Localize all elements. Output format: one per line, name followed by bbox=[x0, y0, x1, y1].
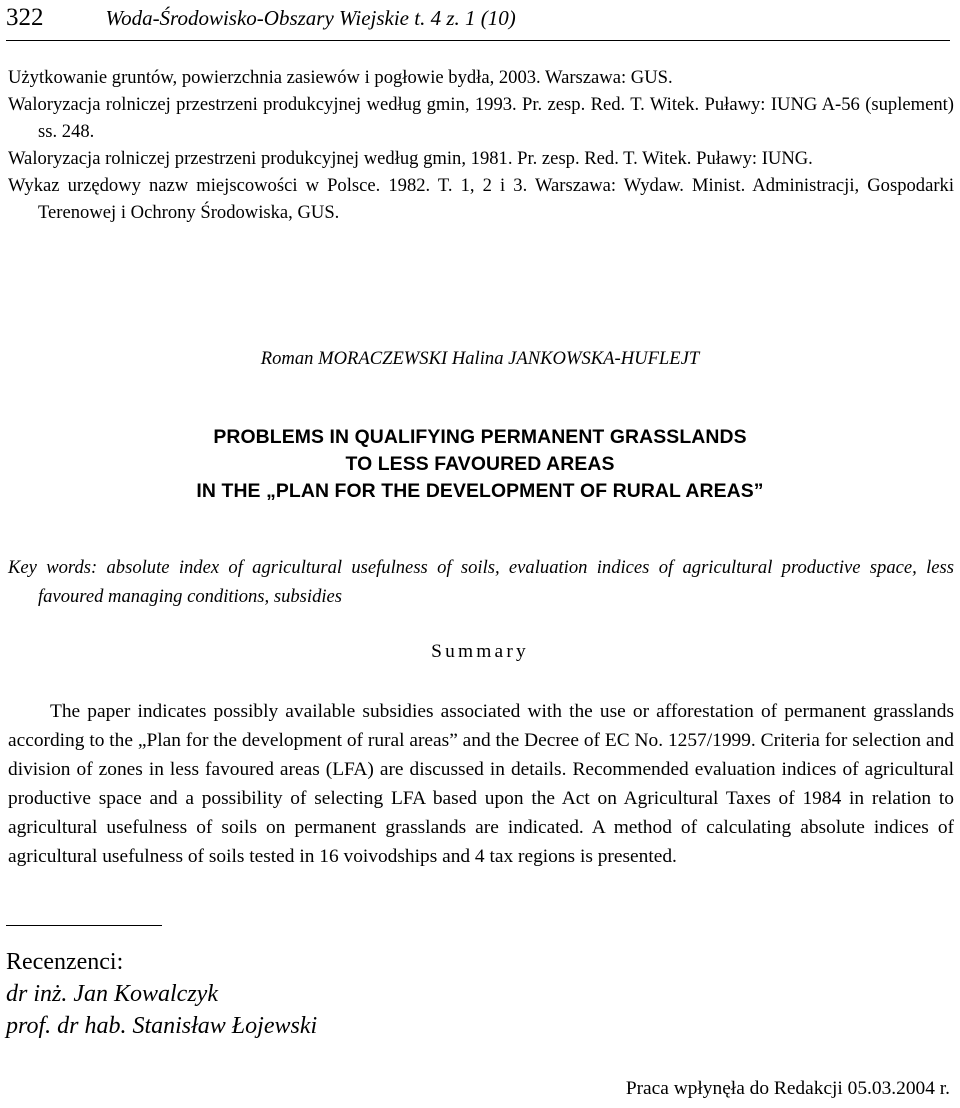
page-header bbox=[6, 4, 950, 41]
received-date: Praca wpłynęła do Redakcji 05.03.2004 r. bbox=[625, 1078, 950, 1099]
reviewers-block bbox=[6, 946, 317, 1042]
keywords: Key words: absolute index of agricultural usefulness of soils, evaluation indices of agricultural productive space, less favoured managing conditions, subsidies bbox=[8, 557, 954, 607]
divider-line bbox=[6, 925, 162, 926]
reviewer-name: dr inż. Jan Kowalczyk bbox=[6, 981, 218, 1007]
reviewers-label: Recenzenci: bbox=[6, 949, 124, 975]
journal-title: Woda-Środowisko-Obszary Wiejskie t. 4 z. 1 (10) bbox=[105, 6, 516, 30]
reference-item: Użytkowanie gruntów, powierzchnia zasiewów i pogłowie bydła, 2003. Warszawa: GUS. bbox=[8, 67, 673, 88]
title-line: TO LESS FAVOURED AREAS bbox=[345, 453, 615, 475]
page-number: 322 bbox=[6, 4, 44, 31]
summary-text: The paper indicates possibly available subsidies associated with the use or afforestation of permanent grasslands according to the „Plan for the development of rural areas” and the Decree of EC No. 1257/1999. Criteria for selection and division of zones in less favoured areas (LFA) are discussed in details. Recommended evaluation indices of agricultural productive space and a possibility of selecting LFA based upon the Act on Agricultural Taxes of 1984 in relation to agricultural usefulness of soils on permanent grasslands are indicated. A method of calculating absolute indices of agricultural usefulness of soils tested in 16 voivodships and 4 tax regions is presented. bbox=[8, 701, 954, 867]
reference-item: Waloryzacja rolniczej przestrzeni produkcyjnej według gmin, 1993. Pr. zesp. Red. T. Witek. Puławy: IUNG A-56 (suplement) ss. 248. bbox=[8, 94, 954, 142]
reference-item: Waloryzacja rolniczej przestrzeni produkcyjnej według gmin, 1981. Pr. zesp. Red. T. Witek. Puławy: IUNG. bbox=[8, 148, 813, 169]
title-line: PROBLEMS IN QUALIFYING PERMANENT GRASSLANDS bbox=[213, 426, 747, 448]
reference-item: Wykaz urzędowy nazw miejscowości w Polsce. 1982. T. 1, 2 i 3. Warszawa: Wydaw. Minist. Administracji, Gospodarki Terenowej i Ochrony Środowiska, GUS. bbox=[8, 175, 954, 223]
summary-heading: Summary bbox=[431, 641, 529, 662]
article-title bbox=[0, 424, 960, 505]
reference-list bbox=[8, 64, 954, 226]
title-line: IN THE „PLAN FOR THE DEVELOPMENT OF RURAL AREAS” bbox=[196, 480, 764, 502]
reviewer-name: prof. dr hab. Stanisław Łojewski bbox=[6, 1013, 318, 1039]
article-authors: Roman MORACZEWSKI Halina JANKOWSKA-HUFLEJT bbox=[260, 348, 700, 369]
